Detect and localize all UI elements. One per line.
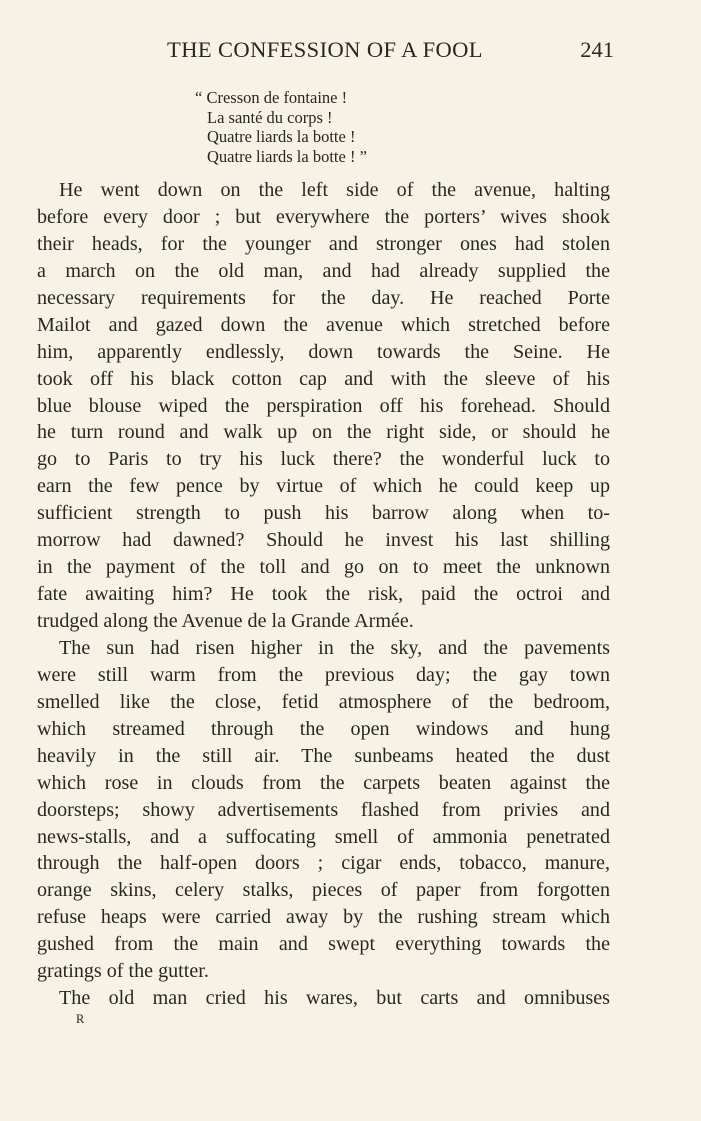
text-line: gushed from the main and swept everything towards the xyxy=(37,933,610,956)
verse-line: Quatre liards la botte ! xyxy=(207,127,356,147)
text-line: which rose in clouds from the carpets beaten against the xyxy=(37,771,610,794)
text-line: morrow had dawned? Should he invest his last shilling xyxy=(37,529,610,552)
text-line: necessary requirements for the day. He reached Porte xyxy=(37,286,610,309)
page-number: 241 xyxy=(580,37,614,62)
verse-line: Quatre liards la botte ! ” xyxy=(207,146,367,166)
verse-line: La santé du corps ! xyxy=(207,107,333,127)
text-line: sufficient strength to push his barrow along when to- xyxy=(37,502,610,525)
text-line: through the half-open doors ; cigar ends, tobacco, manure, xyxy=(37,852,610,875)
text-line: Mailot and gazed down the avenue which stretched before xyxy=(37,313,610,336)
text-line: took off his black cotton cap and with the sleeve of his xyxy=(37,367,610,390)
verse-quotation xyxy=(195,88,475,166)
text-line: orange skins, celery stalks, pieces of paper from forgotten xyxy=(37,879,610,902)
text-line: which streamed through the open windows and hung xyxy=(37,717,610,740)
running-title: THE CONFESSION OF A FOOL xyxy=(167,37,483,62)
text-line: smelled like the close, fetid atmosphere of the bedroom, xyxy=(37,690,610,713)
text-line: a march on the old man, and had already supplied the xyxy=(37,259,610,282)
text-line: their heads, for the younger and stronger ones had stolen xyxy=(37,232,610,255)
text-line: refuse heaps were carried away by the rushing stream which xyxy=(37,906,610,929)
text-line: doorsteps; showy advertisements flashed from privies and xyxy=(37,798,610,821)
text-line: news-stalls, and a suffocating smell of ammonia penetrated xyxy=(37,825,610,848)
page-header xyxy=(36,34,614,66)
text-line: were still warm from the previous day; the gay town xyxy=(37,663,610,686)
text-line: go to Paris to try his luck there? the wonderful luck to xyxy=(37,448,610,471)
text-line: The old man cried his wares, but carts and omnibuses xyxy=(59,987,610,1010)
body-text xyxy=(37,177,610,1012)
text-line: heavily in the still air. The sunbeams heated the dust xyxy=(37,744,610,767)
text-line: before every door ; but everywhere the porters’ wives shook xyxy=(37,205,610,228)
text-line: he turn round and walk up on the right side, or should he xyxy=(37,421,610,444)
text-line: gratings of the gutter. xyxy=(37,960,209,983)
signature-mark: R xyxy=(76,1012,85,1026)
text-line: The sun had risen higher in the sky, and the pavements xyxy=(59,636,610,659)
text-line: blue blouse wiped the perspiration off his forehead. Should xyxy=(37,394,610,417)
verse-line: “ Cresson de fontaine ! xyxy=(195,88,348,107)
text-line: He went down on the left side of the avenue, halting xyxy=(59,179,610,201)
text-line: trudged along the Avenue de la Grande Armée. xyxy=(37,610,414,632)
text-line: in the payment of the toll and go on to meet the unknown xyxy=(37,556,610,579)
text-line: him, apparently endlessly, down towards the Seine. He xyxy=(37,340,610,363)
text-line: fate awaiting him? He took the risk, paid the octroi and xyxy=(37,583,610,606)
text-line: earn the few pence by virtue of which he could keep up xyxy=(37,475,610,498)
